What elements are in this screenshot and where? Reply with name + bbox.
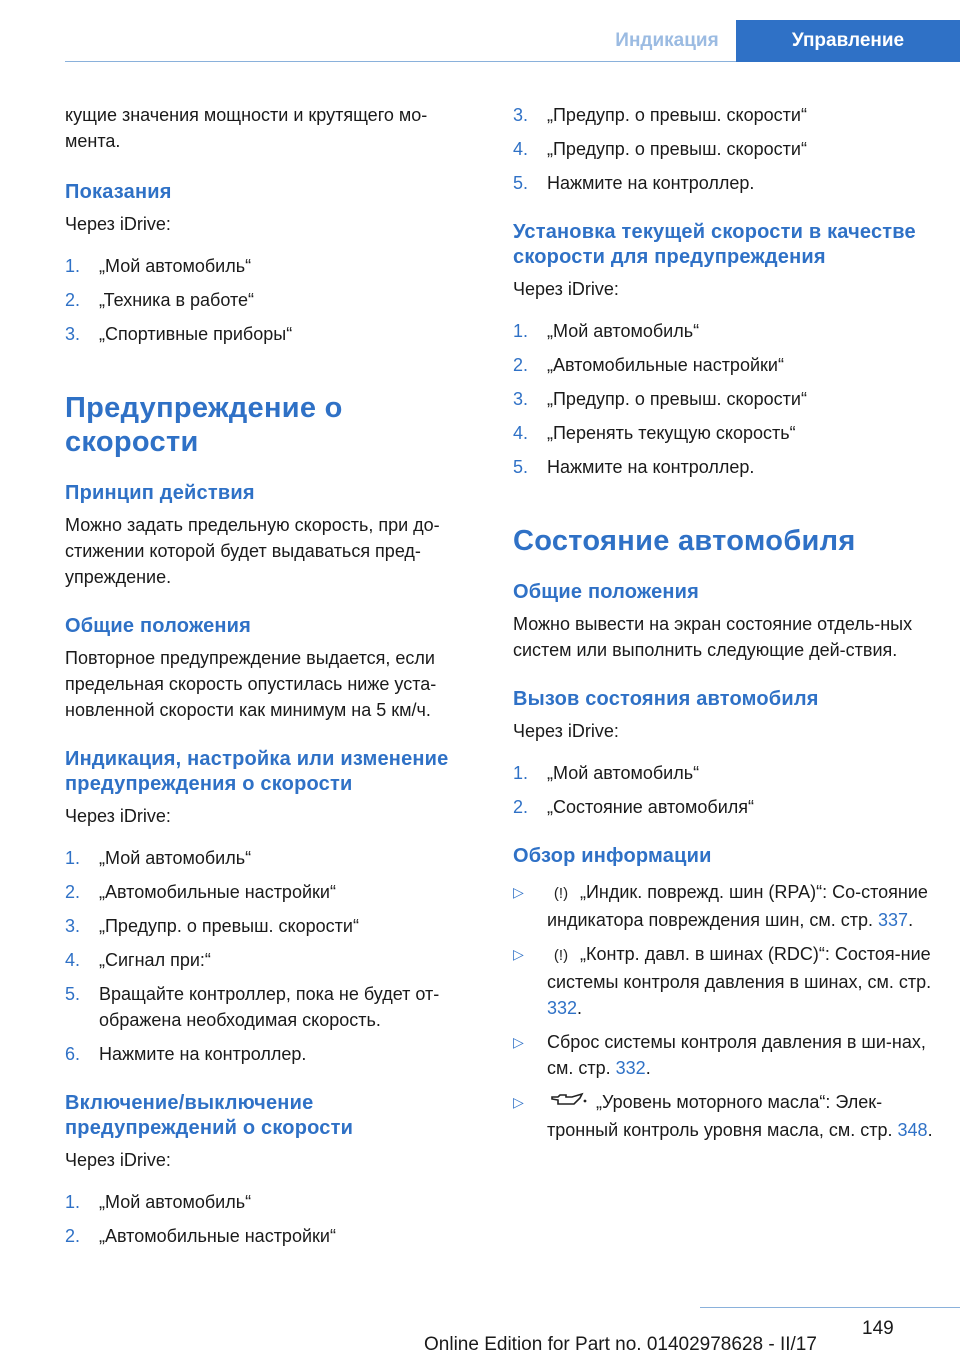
triangle-bullet-icon: ▷ xyxy=(513,1094,524,1110)
set-speed-steps xyxy=(513,318,933,480)
list-item: ▷ (!) „Контр. давл. в шинах (RDC)“: Состоя-ние системы контроля давления в шинах, см. стр. 332. xyxy=(513,941,933,1021)
list-item: 1. „Мой автомобиль“ xyxy=(513,763,700,783)
list-item: 4. „Сигнал при:“ xyxy=(65,950,211,970)
speed-warning-heading: Предупреждение о скорости xyxy=(65,392,343,458)
list-item: 3. „Предупр. о превыш. скорости“ xyxy=(513,389,807,409)
list-item: 4. „Перенять текущую скорость“ xyxy=(513,423,796,443)
principle-heading: Принцип действия xyxy=(65,482,255,504)
list-item: 4. „Предупр. о превыш. скорости“ xyxy=(513,139,807,159)
list-item: ▷ Сброс системы контроля давления в ши-нах, см. стр. 332. xyxy=(513,1029,933,1081)
page-number: 149 xyxy=(862,1318,894,1339)
toggle-steps-continued xyxy=(513,102,933,196)
edition-footer: Online Edition for Part no. 01402978628 - II/17 xyxy=(424,1334,817,1355)
list-item: 6. Нажмите на контроллер. xyxy=(65,1044,307,1064)
triangle-bullet-icon: ▷ xyxy=(513,1034,524,1050)
call-status-via: Через iDrive: xyxy=(513,721,619,741)
overview-list xyxy=(513,879,933,1143)
list-item: ▷ „Уровень моторного масла“: Элек-тронный контроль уровня масла, см. стр. 348. xyxy=(513,1089,933,1143)
general-heading: Общие положения xyxy=(65,615,252,637)
list-item: 2. „Автомобильные настройки“ xyxy=(513,355,784,375)
readings-via: Через iDrive: xyxy=(65,214,171,234)
general-text: Повторное предупреждение выдается, если предельная скорость опустилась ниже уста-новленной скорости как минимум на 5 км/ч. xyxy=(65,648,437,720)
list-item: 1. „Мой автомобиль“ xyxy=(65,1192,252,1212)
page-link[interactable]: 348 xyxy=(897,1120,928,1140)
principle-text: Можно задать предельную скорость, при до-стижении которой будет выдаваться пред-упреждение. xyxy=(65,515,440,587)
triangle-bullet-icon: ▷ xyxy=(513,946,524,962)
list-item: 2. „Автомобильные настройки“ xyxy=(65,882,336,902)
list-item: 3. „Предупр. о превыш. скорости“ xyxy=(65,916,359,936)
list-item: 1. „Мой автомобиль“ xyxy=(65,256,252,276)
oil-can-icon xyxy=(547,1091,591,1117)
status-general-heading: Общие положения xyxy=(513,581,700,603)
readings-heading: Показания xyxy=(65,181,172,203)
triangle-bullet-icon: ▷ xyxy=(513,884,524,900)
call-status-steps xyxy=(513,760,933,820)
page-link[interactable]: 332 xyxy=(615,1058,646,1078)
oil-can-icon-svg xyxy=(550,1092,588,1108)
overview-heading: Обзор информации xyxy=(513,845,712,867)
tab-control[interactable]: Управление xyxy=(736,20,960,62)
page-link[interactable]: 337 xyxy=(878,910,909,930)
list-item: 5. Нажмите на контроллер. xyxy=(513,173,755,193)
toggle-via: Через iDrive: xyxy=(65,1150,171,1170)
toggle-steps xyxy=(65,1189,479,1249)
list-item: 2. „Автомобильные настройки“ xyxy=(65,1226,336,1246)
display-steps xyxy=(65,845,479,1067)
list-item: 3. „Предупр. о превыш. скорости“ xyxy=(513,105,807,125)
list-item: 5. Вращайте контроллер, пока не будет от-ображена необходимая скорость. xyxy=(65,984,440,1030)
display-via: Через iDrive: xyxy=(65,806,171,826)
list-item: 2. „Техника в работе“ xyxy=(65,290,255,310)
tire-warning-icon: (!) xyxy=(553,885,569,902)
left-column xyxy=(65,102,479,1249)
list-item: 3. „Спортивные приборы“ xyxy=(65,324,293,344)
footer-rule xyxy=(700,1307,960,1308)
set-speed-heading: Установка текущей скорости в качестве скорости для предупреждения xyxy=(513,221,916,268)
readings-steps xyxy=(65,253,479,347)
intro-text: кущие значения мощности и крутящего мо-мента. xyxy=(65,105,428,151)
list-item: 1. „Мой автомобиль“ xyxy=(513,321,700,341)
call-status-heading: Вызов состояния автомобиля xyxy=(513,688,819,710)
status-general-text: Можно вывести на экран состояние отдель-ных систем или выполнить следующие дей-ствия. xyxy=(513,614,913,660)
list-item: 1. „Мой автомобиль“ xyxy=(65,848,252,868)
list-item: ▷ (!) „Индик. поврежд. шин (RPA)“: Со-стояние индикатора повреждения шин, см. стр. 337. xyxy=(513,879,933,933)
set-speed-via: Через iDrive: xyxy=(513,279,619,299)
list-item: 2. „Состояние автомобиля“ xyxy=(513,797,755,817)
display-heading: Индикация, настройка или изменение предупреждения о скорости xyxy=(65,748,449,795)
vehicle-status-heading: Состояние автомобиля xyxy=(513,525,856,557)
tab-indication[interactable]: Индикация xyxy=(615,30,719,51)
tire-pressure-icon: (!) xyxy=(553,947,569,964)
page-link[interactable]: 332 xyxy=(547,998,578,1018)
right-column xyxy=(513,102,933,1143)
list-item: 5. Нажмите на контроллер. xyxy=(513,457,755,477)
toggle-heading: Включение/выключение предупреждений о скорости xyxy=(65,1092,354,1139)
